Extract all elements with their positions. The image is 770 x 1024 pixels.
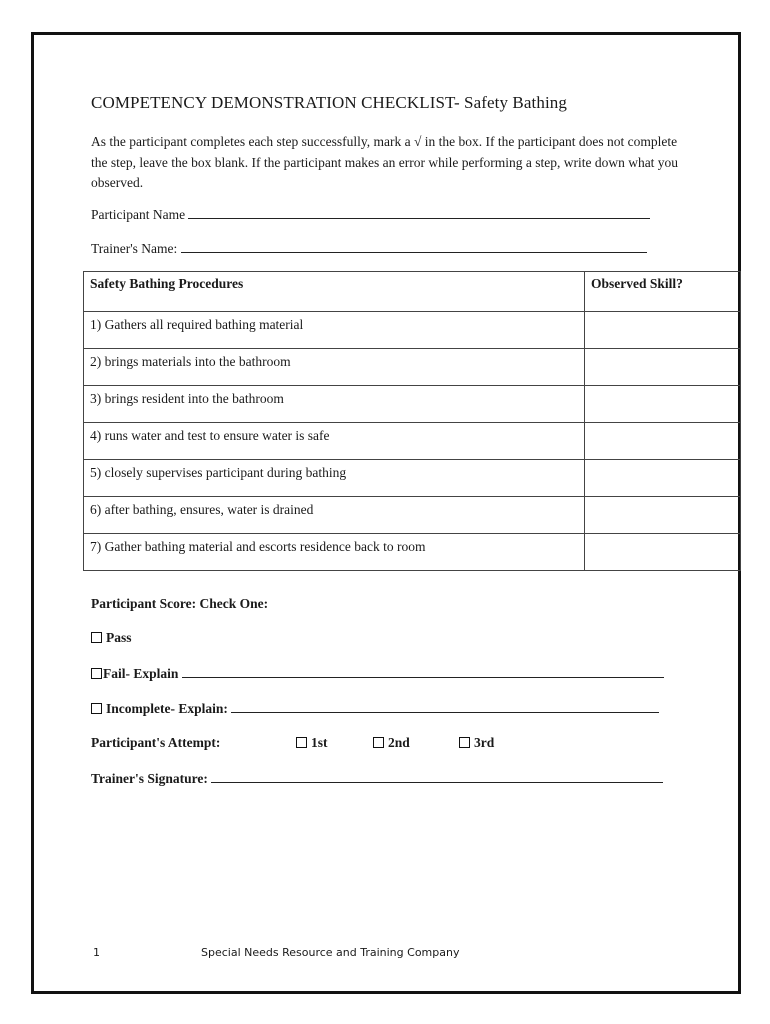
document-title: COMPETENCY DEMONSTRATION CHECKLIST- Safety Bathing: [91, 93, 567, 112]
pass-option[interactable]: [91, 630, 132, 646]
fail-label: Fail- Explain: [103, 666, 179, 681]
trainer-signature-field[interactable]: [91, 770, 663, 787]
attempt-label: Participant's Attempt:: [91, 735, 221, 750]
table-row: [84, 312, 741, 349]
attempt-2nd-checkbox[interactable]: [373, 737, 384, 748]
trainer-name-label: Trainer's Name:: [91, 241, 178, 256]
observed-skill-cell[interactable]: [585, 534, 741, 571]
participant-name-field[interactable]: [91, 206, 650, 223]
table-row: [84, 534, 741, 571]
fail-explain-line[interactable]: [182, 665, 664, 678]
procedure-step: 5) closely supervises participant during bathing: [84, 460, 585, 497]
incomplete-checkbox[interactable]: [91, 703, 102, 714]
procedures-table: [83, 271, 741, 571]
observed-skill-header: Observed Skill?: [585, 272, 741, 312]
trainer-signature-line[interactable]: [211, 770, 663, 783]
trainer-name-line[interactable]: [181, 240, 647, 253]
pass-checkbox[interactable]: [91, 632, 102, 643]
incomplete-option[interactable]: [91, 700, 659, 717]
instructions-paragraph: As the participant completes each step successfully, mark a √ in the box. If the participant does not complete the step, leave the box blank. If the participant makes an error while performing a step, write down what you observed.: [91, 134, 679, 190]
attempt-3rd-checkbox[interactable]: [459, 737, 470, 748]
participant-name-label: Participant Name: [91, 207, 186, 222]
trainer-signature-label: Trainer's Signature:: [91, 771, 208, 786]
procedures-header: Safety Bathing Procedures: [84, 272, 585, 312]
observed-skill-cell[interactable]: [585, 349, 741, 386]
incomplete-label: Incomplete- Explain:: [106, 701, 228, 716]
table-row: [84, 460, 741, 497]
attempt-3rd-label: 3rd: [474, 735, 495, 750]
attempt-3rd-option[interactable]: [459, 735, 494, 751]
attempt-1st-label: 1st: [311, 735, 328, 750]
table-row: [84, 497, 741, 534]
table-row: [84, 349, 741, 386]
pass-label: Pass: [106, 630, 132, 645]
procedure-step: 4) runs water and test to ensure water is safe: [84, 423, 585, 460]
observed-skill-cell[interactable]: [585, 497, 741, 534]
attempt-row: [91, 735, 521, 755]
observed-skill-cell[interactable]: [585, 386, 741, 423]
attempt-2nd-option[interactable]: [373, 735, 410, 751]
procedure-step: 2) brings materials into the bathroom: [84, 349, 585, 386]
attempt-1st-checkbox[interactable]: [296, 737, 307, 748]
fail-option[interactable]: [91, 665, 664, 682]
procedure-step: 3) brings resident into the bathroom: [84, 386, 585, 423]
page-number: 1: [93, 946, 100, 959]
table-row: [84, 423, 741, 460]
trainer-name-field[interactable]: [91, 240, 647, 257]
table-row: [84, 386, 741, 423]
observed-skill-cell[interactable]: [585, 423, 741, 460]
procedure-step: 6) after bathing, ensures, water is drained: [84, 497, 585, 534]
incomplete-explain-line[interactable]: [231, 700, 659, 713]
footer-company: Special Needs Resource and Training Company: [201, 946, 460, 959]
observed-skill-cell[interactable]: [585, 460, 741, 497]
procedure-step: 1) Gathers all required bathing material: [84, 312, 585, 349]
attempt-1st-option[interactable]: [296, 735, 328, 751]
procedure-step: 7) Gather bathing material and escorts residence back to room: [84, 534, 585, 571]
fail-checkbox[interactable]: [91, 668, 102, 679]
attempt-2nd-label: 2nd: [388, 735, 410, 750]
score-heading: Participant Score: Check One:: [91, 596, 269, 611]
table-header-row: [84, 272, 741, 312]
observed-skill-cell[interactable]: [585, 312, 741, 349]
participant-name-line[interactable]: [188, 206, 650, 219]
